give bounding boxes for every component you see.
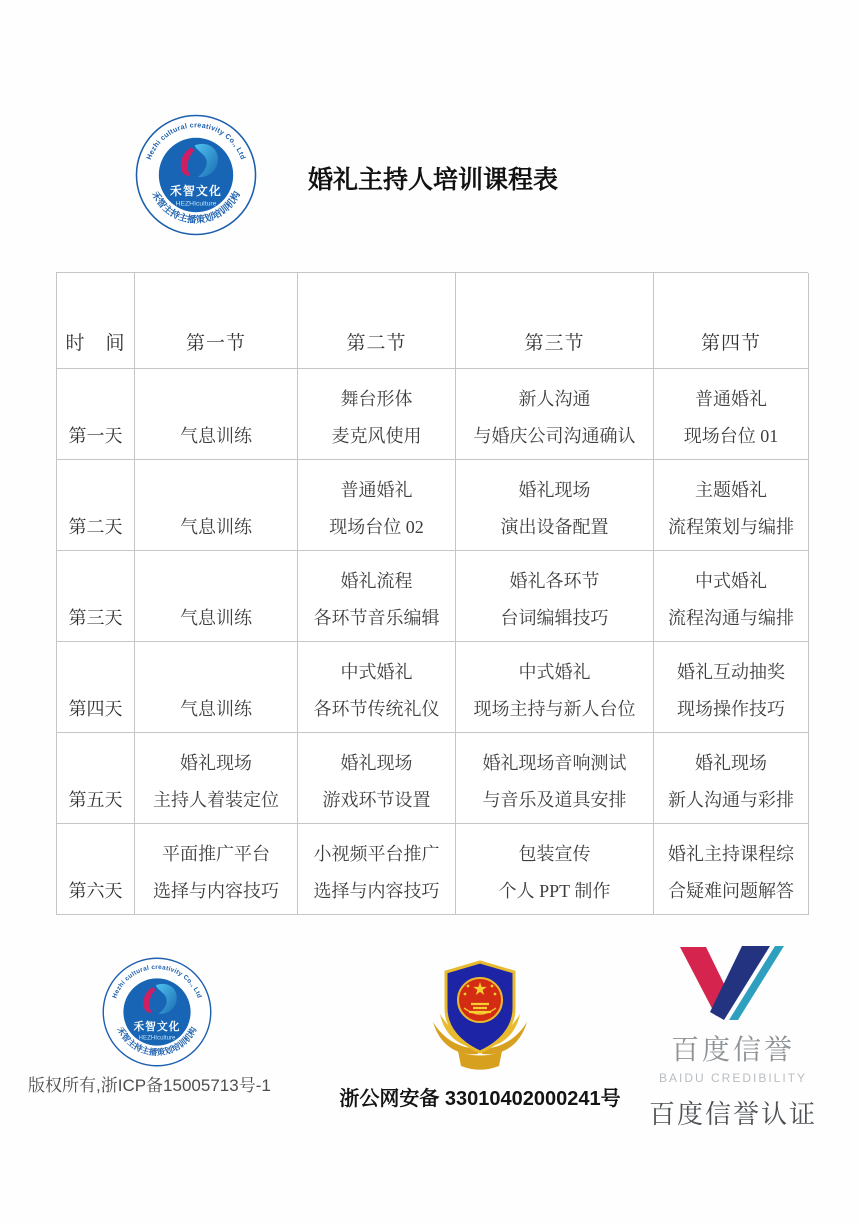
baidu-cert-text: 百度信誉认证 — [648, 1099, 817, 1129]
baidu-credibility-icon — [677, 944, 789, 1024]
day-cell — [57, 460, 135, 551]
course-line: 气息训练 — [180, 426, 252, 446]
course-cell — [298, 642, 456, 733]
course-line: 现场台位 01 — [683, 426, 779, 446]
course-cell — [298, 824, 456, 915]
police-badge-icon — [428, 958, 532, 1070]
course-cell — [654, 551, 809, 642]
day-label: 第六天 — [68, 881, 123, 901]
course-line: 与婚庆公司沟通确认 — [473, 426, 636, 446]
page-title: 婚礼主持人培训课程表 — [308, 167, 559, 194]
course-line: 婚礼主持课程综 — [668, 844, 794, 864]
course-line: 中式婚礼 — [340, 662, 413, 682]
day-label: 第三天 — [68, 608, 123, 628]
day-label: 第四天 — [68, 699, 123, 719]
course-cell — [654, 824, 809, 915]
header-label: 第三节 — [524, 333, 585, 354]
course-cell — [456, 733, 654, 824]
course-line: 新人沟通 — [518, 389, 591, 409]
course-line: 婚礼现场 — [695, 753, 767, 773]
course-cell — [654, 733, 809, 824]
header-cell — [298, 273, 456, 369]
course-line: 包装宣传 — [518, 844, 591, 864]
course-line: 流程策划与编排 — [668, 517, 794, 537]
day-label: 第一天 — [68, 426, 123, 446]
baidu-title: 百度信誉 — [670, 1034, 795, 1065]
course-line: 婚礼现场 — [340, 753, 413, 773]
day-cell — [57, 369, 135, 460]
course-cell — [298, 733, 456, 824]
day-cell — [57, 551, 135, 642]
course-cell — [456, 460, 654, 551]
course-cell — [135, 551, 298, 642]
course-cell — [654, 642, 809, 733]
course-cell — [456, 642, 654, 733]
baidu-subtitle: BAIDU CREDIBILITY — [658, 1071, 808, 1085]
course-cell — [298, 460, 456, 551]
course-cell — [298, 369, 456, 460]
course-cell — [135, 733, 298, 824]
course-line: 中式婚礼 — [518, 662, 591, 682]
course-line: 各环节传统礼仪 — [313, 699, 440, 719]
course-line: 个人 PPT 制作 — [498, 881, 611, 901]
header-label: 第一节 — [185, 333, 246, 354]
course-line: 现场台位 02 — [329, 517, 424, 537]
header-cell — [456, 273, 654, 369]
day-label: 第五天 — [68, 790, 123, 810]
company-logo-footer — [101, 956, 213, 1068]
course-cell — [456, 551, 654, 642]
header-cell — [135, 273, 298, 369]
course-cell — [135, 824, 298, 915]
header-label: 时 间 — [65, 333, 126, 354]
day-cell — [57, 824, 135, 915]
course-cell — [298, 551, 456, 642]
header-label: 第四节 — [700, 333, 761, 354]
course-line: 婚礼各环节 — [509, 571, 600, 591]
day-cell — [57, 642, 135, 733]
course-line: 新人沟通与彩排 — [668, 790, 794, 810]
course-line: 麦克风使用 — [331, 426, 422, 446]
baidu-credibility-block — [645, 944, 821, 1131]
course-line: 婚礼互动抽奖 — [677, 662, 785, 682]
course-line: 小视频平台推广 — [313, 844, 440, 864]
course-line: 气息训练 — [180, 517, 252, 537]
course-line: 普通婚礼 — [695, 389, 767, 409]
course-line: 舞台形体 — [340, 389, 413, 409]
course-cell — [135, 460, 298, 551]
course-cell — [135, 369, 298, 460]
course-cell — [654, 369, 809, 460]
course-cell — [654, 460, 809, 551]
course-cell — [456, 369, 654, 460]
course-line: 气息训练 — [180, 699, 252, 719]
course-line: 婚礼现场音响测试 — [482, 753, 627, 773]
course-line: 主持人着装定位 — [153, 790, 279, 810]
course-line: 台词编辑技巧 — [500, 608, 609, 628]
course-line: 合疑难问题解答 — [668, 881, 794, 901]
header-label: 第二节 — [346, 333, 407, 354]
course-line: 婚礼现场 — [518, 480, 591, 500]
course-cell — [135, 642, 298, 733]
course-cell — [456, 824, 654, 915]
course-line: 演出设备配置 — [500, 517, 609, 537]
course-line: 选择与内容技巧 — [153, 881, 279, 901]
course-line: 与音乐及道具安排 — [482, 790, 627, 810]
day-label: 第二天 — [68, 517, 123, 537]
course-line: 婚礼流程 — [340, 571, 413, 591]
course-line: 各环节音乐编辑 — [313, 608, 440, 628]
course-line: 主题婚礼 — [695, 480, 767, 500]
course-line: 现场主持与新人台位 — [473, 699, 636, 719]
course-line: 游戏环节设置 — [322, 790, 431, 810]
police-record-text: 浙公网安备 33010402000241号 — [339, 1088, 621, 1110]
course-line: 选择与内容技巧 — [313, 881, 440, 901]
course-line: 普通婚礼 — [340, 480, 413, 500]
course-line: 流程沟通与编排 — [668, 608, 794, 628]
company-logo — [134, 113, 258, 237]
header-cell — [57, 273, 135, 369]
course-line: 现场操作技巧 — [677, 699, 785, 719]
course-line: 中式婚礼 — [695, 571, 767, 591]
course-line: 气息训练 — [180, 608, 252, 628]
copyright-text: 版权所有,浙ICP备15005713号-1 — [28, 1076, 271, 1095]
day-cell — [57, 733, 135, 824]
header-cell — [654, 273, 809, 369]
course-table — [56, 272, 808, 915]
course-line: 婚礼现场 — [180, 753, 252, 773]
course-line: 平面推广平台 — [162, 844, 270, 864]
